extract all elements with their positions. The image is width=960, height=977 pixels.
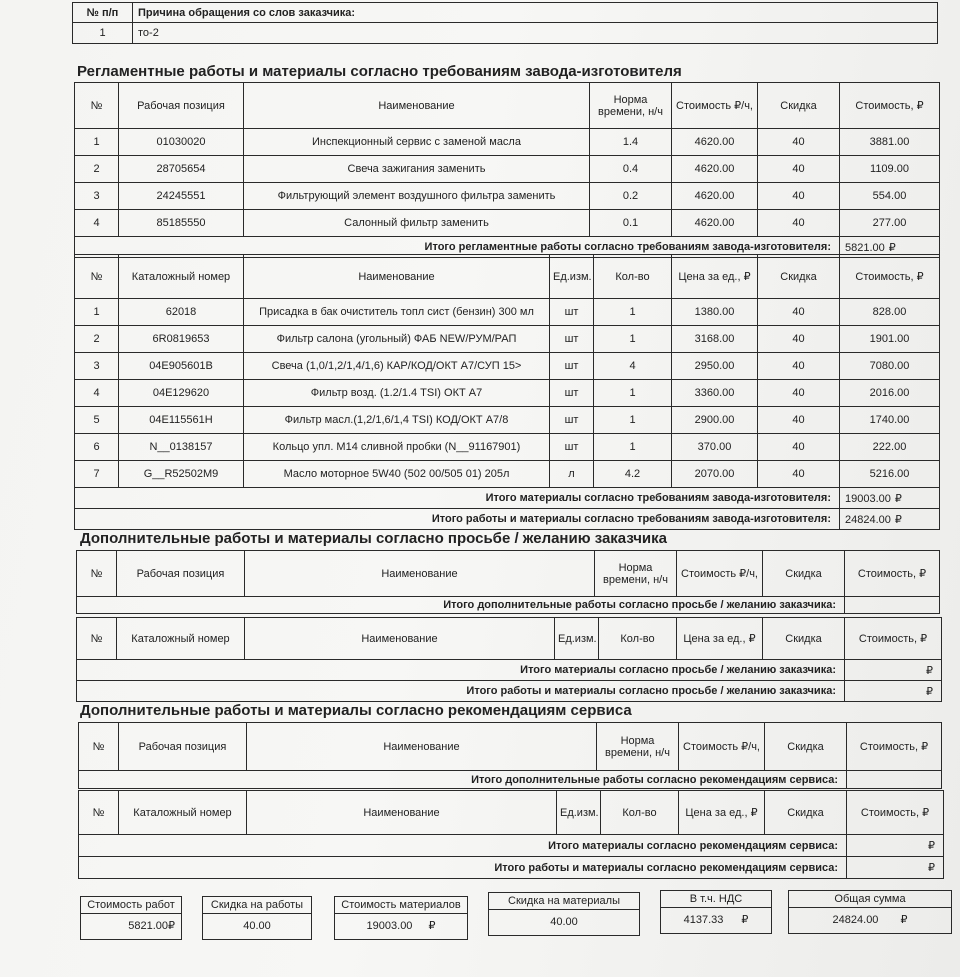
cell-num: 5 — [75, 407, 119, 434]
header-discount: Скидка — [763, 551, 845, 597]
section1-title: Регламентные работы и материалы согласно требованиям завода-изготовителя — [77, 63, 682, 80]
cell-catalog: G__R52502M9 — [119, 461, 244, 488]
cell-name: Фильтрующий элемент воздушного фильтра заменить — [244, 183, 590, 210]
cell-name: Свеча зажигания заменить — [244, 156, 590, 183]
cell-name: Фильтр возд. (1.2/1.4 TSI) ОКТ А7 — [244, 380, 550, 407]
header-norm: Норма времени, н/ч — [590, 83, 672, 129]
cell-num: 7 — [75, 461, 119, 488]
header-qty: Кол-во — [601, 791, 679, 835]
cell-qty: 1 — [594, 380, 672, 407]
section1-works-table — [74, 82, 940, 258]
section2-title: Дополнительные работы и материалы согласно просьбе / желанию заказчика — [80, 530, 667, 547]
work-total-value — [845, 597, 940, 614]
header-catalog: Каталожный номер — [119, 255, 244, 299]
cell-catalog: 62018 — [119, 299, 244, 326]
header-cost: Стоимость, ₽ — [845, 551, 940, 597]
section2-works-table — [76, 550, 940, 614]
header-num: № — [77, 551, 117, 597]
summary-mat-discount-label: Скидка на материалы — [489, 893, 639, 910]
cell-catalog: 04E115561H — [119, 407, 244, 434]
header-position: Рабочая позиция — [119, 723, 247, 771]
cell-unit: л — [550, 461, 594, 488]
all-total-label: Итого работы и материалы согласно требованиям завода-изготовителя: — [75, 509, 840, 530]
cell-num: 3 — [75, 183, 119, 210]
summary-total-label: Общая сумма — [789, 891, 951, 908]
table-row — [75, 380, 940, 407]
cell-name: Инспекционный сервис с заменой масла — [244, 129, 590, 156]
header-name: Наименование — [245, 618, 555, 660]
cell-cost: 5216.00 — [840, 461, 940, 488]
summary-mat-discount-value: 40.00 — [550, 916, 578, 928]
table-header-row — [77, 551, 940, 597]
summary-work-cost — [80, 896, 182, 940]
cell-price: 1380.00 — [672, 299, 758, 326]
cell-discount: 40 — [758, 129, 840, 156]
header-catalog: Каталожный номер — [119, 791, 247, 835]
cell-cost: 2016.00 — [840, 380, 940, 407]
cell-name: Фильтр масл.(1,2/1,6/1,4 TSI) КОД/ОКТ А7/8 — [244, 407, 550, 434]
header-unit: Ед.изм. — [550, 255, 594, 299]
cell-unit: шт — [550, 434, 594, 461]
header-num: № — [77, 618, 117, 660]
table-row — [75, 156, 940, 183]
cell-num: 1 — [75, 129, 119, 156]
header-rate: Стоимость ₽/ч, — [672, 83, 758, 129]
cell-cost: 1901.00 — [840, 326, 940, 353]
request-header-reason: Причина обращения со слов заказчика: — [133, 3, 938, 23]
cell-cost: 3881.00 — [840, 129, 940, 156]
cell-discount: 40 — [758, 434, 840, 461]
work-total-label: Итого дополнительные работы согласно рекомендациям сервиса: — [79, 771, 847, 789]
work-total-label: Итого дополнительные работы согласно просьбе / желанию заказчика: — [77, 597, 845, 614]
cell-num: 2 — [75, 326, 119, 353]
summary-work-discount — [202, 896, 312, 940]
all-total-value: ₽ — [847, 857, 944, 879]
cell-name: Присадка в бак очиститель топл сист (бензин) 300 мл — [244, 299, 550, 326]
header-rate: Стоимость ₽/ч, — [677, 551, 763, 597]
table-row — [75, 326, 940, 353]
summary-work-discount-label: Скидка на работы — [203, 897, 311, 914]
summary-mat-discount — [488, 892, 640, 936]
header-cost: Стоимость, ₽ — [845, 618, 942, 660]
cell-qty: 1 — [594, 299, 672, 326]
header-num: № — [79, 791, 119, 835]
table-row — [75, 299, 940, 326]
cell-rate: 4620.00 — [672, 129, 758, 156]
table-row — [75, 461, 940, 488]
mat-total-value: ₽ — [845, 660, 942, 681]
work-total-value: 5821.00 ₽ — [840, 237, 940, 258]
cell-rate: 4620.00 — [672, 210, 758, 237]
summary-mat-cost-value: 19003.00 ₽ — [366, 920, 436, 932]
header-qty: Кол-во — [599, 618, 677, 660]
cell-discount: 40 — [758, 461, 840, 488]
header-unit: Ед.изм. — [557, 791, 601, 835]
mat-total-label: Итого материалы согласно просьбе / желанию заказчика: — [77, 660, 845, 681]
header-discount: Скидка — [763, 618, 845, 660]
header-name: Наименование — [247, 791, 557, 835]
table-header-row — [77, 618, 942, 660]
table-row — [75, 434, 940, 461]
header-norm: Норма времени, н/ч — [597, 723, 679, 771]
cell-qty: 1 — [594, 407, 672, 434]
header-discount: Скидка — [765, 723, 847, 771]
cell-position: 85185550 — [119, 210, 244, 237]
header-discount: Скидка — [758, 83, 840, 129]
header-qty: Кол-во — [594, 255, 672, 299]
cell-num: 1 — [75, 299, 119, 326]
table-row — [75, 183, 940, 210]
header-name: Наименование — [247, 723, 597, 771]
work-total-label: Итого регламентные работы согласно требованиям завода-изготовителя: — [75, 237, 840, 258]
cell-catalog: 04E905601B — [119, 353, 244, 380]
cell-discount: 40 — [758, 183, 840, 210]
header-cost: Стоимость, ₽ — [840, 255, 940, 299]
table-header-row — [79, 723, 942, 771]
cell-num: 6 — [75, 434, 119, 461]
all-total-label: Итого работы и материалы согласно рекомендациям сервиса: — [79, 857, 847, 879]
cell-catalog: 04E129620 — [119, 380, 244, 407]
all-total-row — [77, 681, 942, 702]
header-rate: Стоимость ₽/ч, — [679, 723, 765, 771]
header-price: Цена за ед., ₽ — [677, 618, 763, 660]
cell-num: 4 — [75, 380, 119, 407]
cell-catalog: N__0138157 — [119, 434, 244, 461]
cell-name: Свеча (1,0/1,2/1,4/1,6) КАР/КОД/ОКТ А7/СУП 15> — [244, 353, 550, 380]
all-total-row — [75, 509, 940, 530]
cell-name: Салонный фильтр заменить — [244, 210, 590, 237]
summary-mat-cost-label: Стоимость материалов — [335, 897, 467, 914]
work-total-row — [77, 597, 940, 614]
cell-discount: 40 — [758, 299, 840, 326]
cell-norm: 0.4 — [590, 156, 672, 183]
cell-unit: шт — [550, 299, 594, 326]
header-name: Наименование — [244, 255, 550, 299]
section2-materials-table — [76, 617, 942, 702]
cell-name: Масло моторное 5W40 (502 00/505 01) 205л — [244, 461, 550, 488]
cell-cost: 7080.00 — [840, 353, 940, 380]
cell-name: Фильтр салона (угольный) ФАБ NEW/РУМ/РАП — [244, 326, 550, 353]
header-discount: Скидка — [758, 255, 840, 299]
cell-position: 01030020 — [119, 129, 244, 156]
cell-price: 2070.00 — [672, 461, 758, 488]
summary-work-cost-value: 5821.00₽ — [128, 920, 175, 932]
summary-total — [788, 890, 952, 934]
cell-cost: 222.00 — [840, 434, 940, 461]
request-row-num: 1 — [73, 23, 133, 44]
cell-cost: 828.00 — [840, 299, 940, 326]
summary-vat — [660, 890, 772, 934]
header-unit: Ед.изм. — [555, 618, 599, 660]
cell-discount: 40 — [758, 156, 840, 183]
mat-total-value: ₽ — [847, 835, 944, 857]
header-price: Цена за ед., ₽ — [679, 791, 765, 835]
header-cost: Стоимость, ₽ — [847, 723, 942, 771]
cell-cost: 554.00 — [840, 183, 940, 210]
cell-norm: 0.1 — [590, 210, 672, 237]
header-name: Наименование — [245, 551, 595, 597]
cell-price: 3168.00 — [672, 326, 758, 353]
summary-work-discount-value: 40.00 — [243, 920, 271, 932]
cell-unit: шт — [550, 380, 594, 407]
section3-title: Дополнительные работы и материалы согласно рекомендациям сервиса — [80, 702, 632, 719]
mat-total-row — [75, 488, 940, 509]
request-header-num: № п/п — [73, 3, 133, 23]
cell-num: 3 — [75, 353, 119, 380]
request-table — [72, 2, 938, 44]
table-row — [75, 353, 940, 380]
header-cost: Стоимость, ₽ — [840, 83, 940, 129]
summary-work-cost-label: Стоимость работ — [81, 897, 181, 914]
header-position: Рабочая позиция — [117, 551, 245, 597]
section3-materials-table — [78, 790, 944, 879]
cell-cost: 277.00 — [840, 210, 940, 237]
table-row — [75, 407, 940, 434]
cell-cost: 1109.00 — [840, 156, 940, 183]
request-row-reason: то-2 — [133, 23, 938, 44]
header-cost: Стоимость, ₽ — [847, 791, 944, 835]
cell-discount: 40 — [758, 326, 840, 353]
cell-num: 4 — [75, 210, 119, 237]
cell-norm: 0.2 — [590, 183, 672, 210]
cell-rate: 4620.00 — [672, 183, 758, 210]
mat-total-value: 19003.00 ₽ — [840, 488, 940, 509]
cell-price: 2900.00 — [672, 407, 758, 434]
cell-discount: 40 — [758, 210, 840, 237]
cell-unit: шт — [550, 326, 594, 353]
section1-materials-table — [74, 254, 940, 530]
cell-rate: 4620.00 — [672, 156, 758, 183]
cell-qty: 1 — [594, 434, 672, 461]
summary-vat-value: 4137.33 ₽ — [683, 914, 749, 926]
summary-total-value: 24824.00 ₽ — [832, 914, 908, 926]
header-num: № — [75, 255, 119, 299]
cell-discount: 40 — [758, 380, 840, 407]
cell-name: Кольцо упл. М14 сливной пробки (N__91167901) — [244, 434, 550, 461]
mat-total-label: Итого материалы согласно рекомендациям сервиса: — [79, 835, 847, 857]
table-header-row — [75, 83, 940, 129]
header-norm: Норма времени, н/ч — [595, 551, 677, 597]
summary-vat-label: В т.ч. НДС — [661, 891, 771, 908]
cell-qty: 4.2 — [594, 461, 672, 488]
cell-unit: шт — [550, 407, 594, 434]
work-total-value — [847, 771, 942, 789]
table-row — [75, 129, 940, 156]
header-name: Наименование — [244, 83, 590, 129]
header-catalog: Каталожный номер — [117, 618, 245, 660]
mat-total-row — [77, 660, 942, 681]
all-total-label: Итого работы и материалы согласно просьбе / желанию заказчика: — [77, 681, 845, 702]
cell-price: 3360.00 — [672, 380, 758, 407]
cell-position: 28705654 — [119, 156, 244, 183]
cell-price: 2950.00 — [672, 353, 758, 380]
cell-unit: шт — [550, 353, 594, 380]
all-total-value: 24824.00 ₽ — [840, 509, 940, 530]
work-total-row — [79, 771, 942, 789]
header-position: Рабочая позиция — [119, 83, 244, 129]
mat-total-row — [79, 835, 944, 857]
cell-discount: 40 — [758, 407, 840, 434]
table-row — [75, 210, 940, 237]
cell-qty: 1 — [594, 326, 672, 353]
cell-qty: 4 — [594, 353, 672, 380]
header-num: № — [79, 723, 119, 771]
all-total-row — [79, 857, 944, 879]
header-num: № — [75, 83, 119, 129]
header-discount: Скидка — [765, 791, 847, 835]
all-total-value: ₽ — [845, 681, 942, 702]
cell-position: 24245551 — [119, 183, 244, 210]
summary-mat-cost — [334, 896, 468, 940]
table-header-row — [79, 791, 944, 835]
section3-works-table — [78, 722, 942, 789]
cell-norm: 1.4 — [590, 129, 672, 156]
cell-catalog: 6R0819653 — [119, 326, 244, 353]
cell-discount: 40 — [758, 353, 840, 380]
mat-total-label: Итого материалы согласно требованиям завода-изготовителя: — [75, 488, 840, 509]
cell-num: 2 — [75, 156, 119, 183]
header-price: Цена за ед., ₽ — [672, 255, 758, 299]
cell-cost: 1740.00 — [840, 407, 940, 434]
table-header-row — [75, 255, 940, 299]
cell-price: 370.00 — [672, 434, 758, 461]
